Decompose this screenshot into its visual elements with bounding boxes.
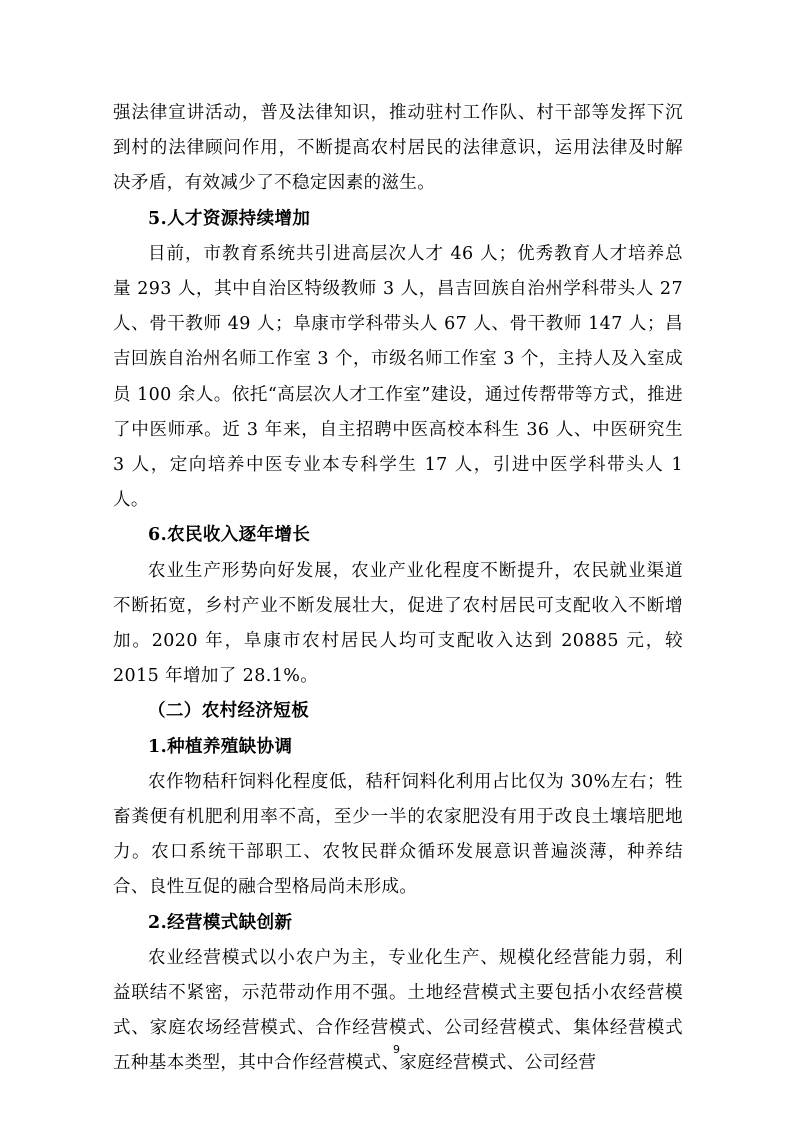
paragraph-legal-continuation: 强法律宣讲活动，普及法律知识，推动驻村工作队、村干部等发挥下沉到村的法律顾问作用，不断提高农村居民的法律意识，运用法律及时解决矛盾，有效减少了不稳定因素的滋生。 bbox=[113, 103, 683, 194]
section-heading-rural-economy-shortcomings: （二）农村经济短板 bbox=[148, 701, 310, 722]
heading-farmer-income: 6.农民收入逐年增长 bbox=[148, 525, 311, 546]
heading-planting-breeding: 1.种植养殖缺协调 bbox=[148, 736, 293, 757]
heading-business-model: 2.经营模式缺创新 bbox=[148, 912, 293, 933]
paragraph-talent-resources: 目前，市教育系统共引进高层次人才 46 人；优秀教育人才培养总量 293 人，其中自治区特级教师 3 人，昌吉回族自治州学科带头人 27 人、骨干教师 49 人；阜康市学科带头人 67 人、骨干教师 147 人；昌吉回族自治州名师工作室 3 个，市级名师工作室 3 个，主持人及入室成员 100 余人。依托“高层次人才工作室”建设，通过传帮带等方式，推进了中医师承。近 3 年来，自主招聘中医高校本科生 36 人、中医研究生 3 人，定向培养中医专业本专科学生 17 人，引进中医学科带头人 1 人。 bbox=[113, 243, 683, 511]
heading-talent-resources: 5.人才资源持续增加 bbox=[148, 208, 311, 229]
page-content bbox=[113, 96, 683, 1082]
paragraph-planting-breeding: 农作物秸秆饲料化程度低，秸秆饲料化利用占比仅为 30%左右；牲畜粪便有机肥利用率不高，至少一半的农家肥没有用于改良土壤培肥地力。农口系统干部职工、农牧民群众循环发展意识普遍淡薄，种养结合、良性互促的融合型格局尚未形成。 bbox=[113, 771, 683, 898]
paragraph-business-model: 农业经营模式以小农户为主，专业化生产、规模化经营能力弱，利益联结不紧密，示范带动作用不强。土地经营模式主要包括小农经营模式、家庭农场经营模式、合作经营模式、公司经营模式、集体经营模式五种基本类型，其中合作经营模式、家庭经营模式、公司经营 bbox=[113, 947, 683, 1074]
page-number: 9 bbox=[393, 1043, 400, 1056]
paragraph-farmer-income: 农业生产形势向好发展，农业产业化程度不断提升，农民就业渠道不断拓宽，乡村产业不断发展壮大，促进了农村居民可支配收入不断增加。2020 年，阜康市农村居民人均可支配收入达到 20885 元，较 2015 年增加了 28.1%。 bbox=[113, 560, 683, 687]
